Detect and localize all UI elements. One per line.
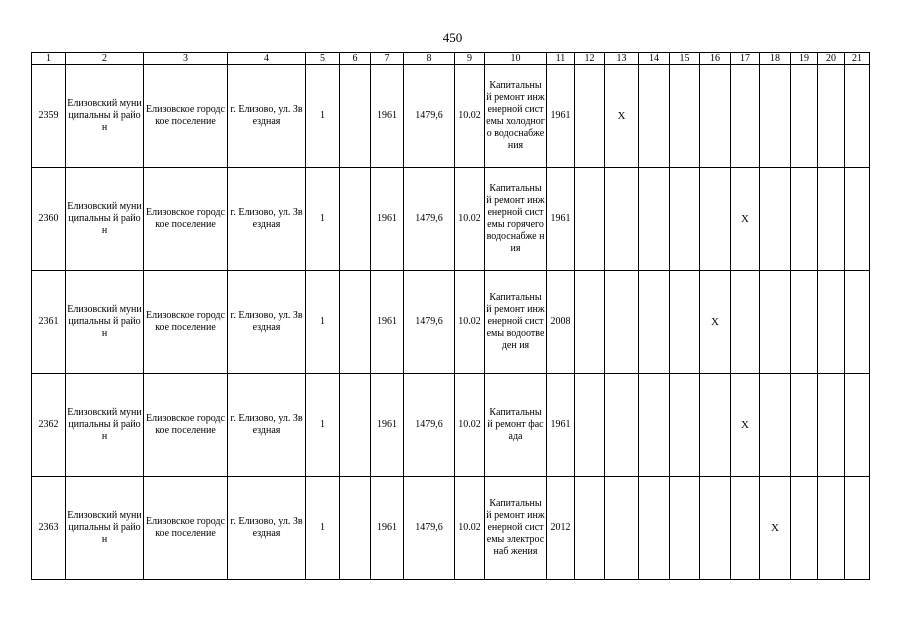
mark-cell	[575, 477, 605, 580]
record-number-cell	[32, 271, 66, 374]
address: г. Елизово, ул. Звездная	[230, 207, 303, 230]
settlement-cell	[144, 477, 228, 580]
settlement-cell	[144, 65, 228, 168]
mark-cell	[700, 374, 731, 477]
address: г. Елизово, ул. Звездная	[230, 310, 303, 333]
value-col-6-cell	[340, 271, 371, 374]
x-mark: X	[617, 109, 626, 122]
mark-cell	[845, 168, 870, 271]
mark-cell	[700, 65, 731, 168]
mark-cell	[731, 477, 760, 580]
mark-cell	[575, 374, 605, 477]
mark-cell	[760, 374, 791, 477]
column-header: 16	[700, 53, 731, 65]
column-header: 6	[340, 53, 371, 65]
table-row	[32, 168, 870, 271]
mark-cell	[760, 271, 791, 374]
address: г. Елизово, ул. Звездная	[230, 413, 303, 436]
column-header: 13	[605, 53, 639, 65]
address: г. Елизово, ул. Звездная	[230, 104, 303, 127]
column-header: 12	[575, 53, 605, 65]
mark-cell	[670, 271, 700, 374]
mark-cell	[791, 271, 818, 374]
mark-cell	[845, 271, 870, 374]
municipal-district: Елизовский муниципальны й район	[67, 304, 142, 339]
page-number: 450	[442, 30, 463, 45]
column-number-row	[32, 53, 870, 65]
mark-cell	[639, 168, 670, 271]
x-mark: X	[711, 315, 719, 328]
year: 1961	[550, 213, 571, 224]
settlement: Елизовское городское поселение	[146, 516, 225, 539]
value-col-5: 1	[320, 316, 325, 327]
year: 2012	[550, 522, 571, 533]
mark-cell	[731, 374, 760, 477]
work-type-cell	[485, 374, 547, 477]
mark-cell	[700, 271, 731, 374]
value-col-5: 1	[320, 110, 325, 121]
value-col-5: 1	[320, 522, 325, 533]
mark-cell	[791, 65, 818, 168]
value-col-5-cell	[306, 65, 340, 168]
column-header: 9	[455, 53, 485, 65]
column-header: 7	[371, 53, 404, 65]
column-header: 19	[791, 53, 818, 65]
record-number: 2359	[38, 110, 59, 121]
work-type: Капитальны й ремонт инженерной системы электроснаб жения	[486, 498, 545, 557]
code-cell	[455, 168, 485, 271]
area-cell	[404, 477, 455, 580]
mark-cell	[791, 374, 818, 477]
address-cell	[228, 168, 306, 271]
year: 1961	[550, 110, 571, 121]
mark-cell	[845, 374, 870, 477]
table-row	[32, 477, 870, 580]
mark-cell	[818, 168, 845, 271]
mark-cell	[818, 271, 845, 374]
address-cell	[228, 65, 306, 168]
mark-cell	[760, 65, 791, 168]
record-number: 2361	[38, 316, 59, 327]
build-year: 1961	[377, 522, 397, 533]
mark-cell	[639, 271, 670, 374]
mark-cell	[639, 374, 670, 477]
address-cell	[228, 271, 306, 374]
municipal-district: Елизовский муниципальны й район	[67, 201, 142, 236]
year-cell	[547, 374, 575, 477]
year-cell	[547, 65, 575, 168]
x-mark: X	[741, 418, 749, 431]
address-cell	[228, 374, 306, 477]
municipal-district-cell	[66, 65, 144, 168]
mark-cell	[575, 65, 605, 168]
mark-cell	[818, 374, 845, 477]
work-type: Капитальны й ремонт инженерной системы холодного водоснабже ния	[486, 80, 545, 151]
value-col-5-cell	[306, 271, 340, 374]
column-header: 10	[485, 53, 547, 65]
code: 10.02	[458, 522, 481, 533]
mark-cell	[639, 477, 670, 580]
code: 10.02	[458, 213, 481, 224]
mark-cell	[670, 374, 700, 477]
code-cell	[455, 65, 485, 168]
column-header: 18	[760, 53, 791, 65]
build-year: 1961	[377, 213, 397, 224]
build-year-cell	[371, 168, 404, 271]
municipal-district: Елизовский муниципальны й район	[67, 407, 142, 442]
settlement: Елизовское городское поселение	[146, 413, 225, 436]
capital-repair-table	[31, 52, 870, 580]
build-year-cell	[371, 65, 404, 168]
column-header: 4	[228, 53, 306, 65]
municipal-district-cell	[66, 374, 144, 477]
municipal-district: Елизовский муниципальны й район	[67, 510, 142, 545]
mark-cell	[639, 65, 670, 168]
work-type-cell	[485, 168, 547, 271]
address: г. Елизово, ул. Звездная	[230, 516, 303, 539]
column-header: 21	[845, 53, 870, 65]
value-col-5-cell	[306, 477, 340, 580]
value-col-6-cell	[340, 65, 371, 168]
settlement: Елизовское городское поселение	[146, 104, 225, 127]
area: 1479,6	[415, 110, 443, 121]
record-number: 2360	[38, 213, 59, 224]
column-header: 11	[547, 53, 575, 65]
x-mark: X	[771, 521, 779, 534]
settlement: Елизовское городское поселение	[146, 310, 225, 333]
work-type-cell	[485, 271, 547, 374]
mark-cell	[670, 168, 700, 271]
settlement-cell	[144, 168, 228, 271]
mark-cell	[731, 271, 760, 374]
build-year-cell	[371, 271, 404, 374]
area-cell	[404, 65, 455, 168]
code: 10.02	[458, 316, 481, 327]
year-cell	[547, 477, 575, 580]
mark-cell	[670, 477, 700, 580]
column-header: 17	[731, 53, 760, 65]
value-col-5: 1	[320, 419, 325, 430]
value-col-6-cell	[340, 374, 371, 477]
municipal-district-cell	[66, 168, 144, 271]
mark-cell	[791, 168, 818, 271]
value-col-6-cell	[340, 168, 371, 271]
column-header: 8	[404, 53, 455, 65]
work-type: Капитальны й ремонт инженерной системы водоотведен ия	[486, 292, 545, 351]
mark-cell	[791, 477, 818, 580]
mark-cell	[845, 477, 870, 580]
record-number: 2362	[38, 419, 59, 430]
value-col-5-cell	[306, 168, 340, 271]
code-cell	[455, 374, 485, 477]
area-cell	[404, 168, 455, 271]
mark-cell	[605, 65, 639, 168]
build-year-cell	[371, 374, 404, 477]
column-header: 3	[144, 53, 228, 65]
code-cell	[455, 271, 485, 374]
settlement-cell	[144, 374, 228, 477]
build-year: 1961	[377, 316, 397, 327]
record-number-cell	[32, 477, 66, 580]
mark-cell	[605, 168, 639, 271]
municipal-district: Елизовский муниципальны й район	[67, 98, 142, 133]
mark-cell	[670, 65, 700, 168]
record-number-cell	[32, 168, 66, 271]
mark-cell	[605, 271, 639, 374]
mark-cell	[575, 271, 605, 374]
address-cell	[228, 477, 306, 580]
build-year-cell	[371, 477, 404, 580]
work-type-cell	[485, 65, 547, 168]
work-type: Капитальны й ремонт инженерной системы горячего водоснабже ния	[486, 183, 545, 254]
area-cell	[404, 271, 455, 374]
value-col-5: 1	[320, 213, 325, 224]
year-cell	[547, 271, 575, 374]
area: 1479,6	[415, 213, 443, 224]
code: 10.02	[458, 419, 481, 430]
area: 1479,6	[415, 522, 443, 533]
mark-cell	[731, 65, 760, 168]
area: 1479,6	[415, 419, 443, 430]
municipal-district-cell	[66, 477, 144, 580]
mark-cell	[760, 168, 791, 271]
mark-cell	[575, 168, 605, 271]
table-row	[32, 374, 870, 477]
value-col-5-cell	[306, 374, 340, 477]
mark-cell	[818, 65, 845, 168]
year: 2008	[550, 316, 571, 327]
column-header: 20	[818, 53, 845, 65]
mark-cell	[845, 65, 870, 168]
code: 10.02	[458, 110, 481, 121]
area: 1479,6	[415, 316, 443, 327]
year-cell	[547, 168, 575, 271]
mark-cell	[731, 168, 760, 271]
table-row	[32, 271, 870, 374]
year: 1961	[550, 419, 571, 430]
mark-cell	[605, 477, 639, 580]
mark-cell	[760, 477, 791, 580]
mark-cell	[700, 477, 731, 580]
mark-cell	[605, 374, 639, 477]
build-year: 1961	[377, 419, 397, 430]
table-body	[32, 65, 870, 580]
table-row	[32, 65, 870, 168]
settlement: Елизовское городское поселение	[146, 207, 225, 230]
code-cell	[455, 477, 485, 580]
x-mark: X	[741, 212, 749, 225]
value-col-6-cell	[340, 477, 371, 580]
area-cell	[404, 374, 455, 477]
record-number: 2363	[38, 522, 59, 533]
column-header: 14	[639, 53, 670, 65]
settlement-cell	[144, 271, 228, 374]
municipal-district-cell	[66, 271, 144, 374]
record-number-cell	[32, 374, 66, 477]
work-type: Капитальны й ремонт фасада	[487, 407, 544, 442]
column-header: 2	[66, 53, 144, 65]
column-header: 5	[306, 53, 340, 65]
mark-cell	[700, 168, 731, 271]
work-type-cell	[485, 477, 547, 580]
column-header: 15	[670, 53, 700, 65]
record-number-cell	[32, 65, 66, 168]
mark-cell	[818, 477, 845, 580]
column-header: 1	[32, 53, 66, 65]
build-year: 1961	[377, 110, 397, 121]
